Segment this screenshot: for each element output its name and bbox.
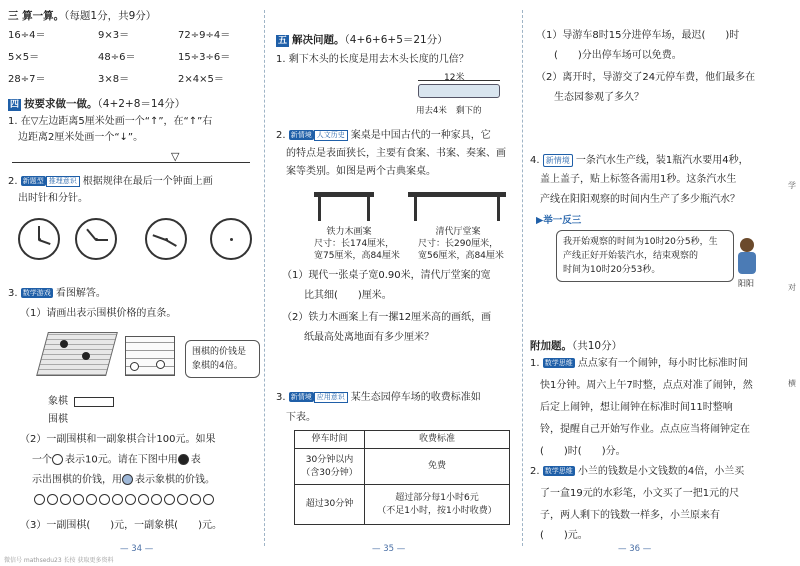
page-number: — 35 — (372, 544, 406, 554)
question-3-sub2: 示出围棋的价钱，用 表示象棋的价钱。 (32, 474, 215, 486)
bubble-text: 我开始观察的时间为10时20分5秒，生 (563, 237, 718, 247)
margin-mark: 学 (788, 181, 796, 190)
table-leg (414, 197, 417, 221)
question-3-sub1: （1）导游车8时15分进停车场，最迟( )时 (536, 30, 740, 41)
go-stone (60, 340, 68, 348)
problem: 5×5＝ (8, 52, 40, 63)
question-1-text: 1. 剩下木头的长度是用去木头长度的几倍？ (276, 54, 469, 65)
table-top-image (314, 192, 374, 197)
question-3-sub2: （2）离开时，导游交了24元停车费，他们最多在 (536, 72, 756, 83)
question-2-text: 2. 新题型 推理意识 根据规律在最后一个钟面上画 (8, 176, 213, 187)
section-3-title: 三 算一算。（每题1分，共9分） (8, 10, 157, 22)
bubble-text: 产线正好开始装汽水，结束观察的 (563, 251, 699, 261)
bonus-question-1: 铃，提醒自己开始写作业。点点应当将闹钟定在 (540, 424, 750, 435)
bonus-question-1: 后定上闹钟，想让闹钟在标准时间11时整响 (540, 402, 733, 413)
question-3-text: 3. 数学游戏 看图解答。 (8, 288, 106, 299)
bonus-question-1: 1. 数学思维 点点家有一个闹钟，每小时比标准时间 (530, 358, 748, 369)
question-2-sub1: （1）现代一张桌子宽0.90米，清代厅堂案的宽 (282, 270, 491, 281)
question-2-text: 出时针和分针。 (18, 193, 88, 204)
table-leg (497, 197, 500, 221)
page-number: — 36 — (618, 544, 652, 554)
question-2-text: 案等类别。如图是两个古典案桌。 (286, 166, 436, 177)
table-header: 收费标准 (365, 431, 510, 449)
go-stone (82, 352, 90, 360)
question-1-text: 1. 在▽左边距离5厘米处画一个“↑”，在“↑”右 (8, 116, 213, 127)
question-2-sub1: 比其细( )厘米。 (304, 290, 392, 301)
chess-piece (156, 360, 165, 369)
table-cell: 免费 (365, 449, 510, 485)
page-36 (526, 0, 800, 566)
table-2-caption: 清代厅堂案 尺寸：长290厘米， 宽56厘米，高84厘米 (418, 227, 504, 261)
extension-label: ▶举一反三 (536, 215, 582, 226)
section-5-title: 五 解决问题。（4+6+6+5＝21分） (278, 34, 448, 46)
answer-circles[interactable] (34, 494, 216, 506)
problem: 16÷4＝ (8, 30, 46, 41)
log-image (418, 84, 500, 98)
question-3-sub2: 生态园参观了多久？ (554, 92, 644, 103)
question-1-text: 边距离2厘米处画一个“↓”。 (18, 132, 144, 143)
problem: 28÷7＝ (8, 74, 46, 85)
question-3-text: 下表。 (286, 412, 316, 423)
bonus-question-2: 了一盒19元的水彩笔，小文买了一把1元的尺 (540, 488, 740, 499)
table-cell: 30分钟以内 （含30分钟） (295, 449, 365, 485)
margin-mark: 对 (788, 283, 796, 292)
bonus-question-1: 快1分钟。周六上午7时整，点点对准了闹钟，然 (540, 380, 753, 391)
question-2-text: 2. 新情境 人文历史 案桌是中国古代的一种家具，它 (276, 130, 491, 141)
table-1-caption: 铁力木画案 尺寸：长174厘米， 宽75厘米，高84厘米 (314, 227, 400, 261)
clock-face (75, 218, 117, 260)
person-name: 阳阳 (738, 279, 754, 288)
bubble-text: 象棋的4倍。 (192, 361, 243, 371)
total-length-label: 12米 (444, 73, 465, 83)
question-2-text: 的特点是表面狭长，主要有食案、书案、奏案、画 (286, 148, 506, 159)
weiqi-label: 围棋 (48, 414, 68, 425)
table-cell: 超过30分钟 (295, 485, 365, 525)
table-leg (367, 197, 370, 221)
table-header: 停车时间 (295, 431, 365, 449)
question-3-sub2: （2）一副围棋和一副象棋合计100元。如果 (20, 434, 216, 445)
remaining-length-label: 剩下的 (456, 106, 482, 116)
margin-mark: 横 (788, 379, 796, 388)
clock-face (145, 218, 187, 260)
bubble-text: 时间为10时20分53秒。 (563, 265, 661, 275)
question-3-sub2: 一个 表示10元。请在下图中用 表 (32, 454, 201, 466)
parking-fee-table (294, 430, 510, 525)
question-4-text: 盖上盖子，贴上标签各需用1秒。这条汽水生 (540, 174, 737, 185)
bubble-text: 围棋的价钱是 (192, 347, 247, 357)
problem: 72÷9÷4＝ (178, 30, 231, 41)
table-leg (318, 197, 321, 221)
clock-face (18, 218, 60, 260)
table-top-image (408, 192, 506, 197)
question-3-sub3: （3）一副围棋( )元，一副象棋( )元。 (20, 520, 222, 531)
question-4-text: 4. 新情境 一条汽水生产线，装1瓶汽水要用4秒， (530, 155, 749, 166)
used-length-label: 用去4米 (416, 106, 447, 116)
child-body-image (738, 252, 756, 274)
ruler-line (12, 162, 250, 163)
child-head-image (740, 238, 754, 252)
bonus-section-title: 附加题。（共10分） (530, 340, 623, 352)
page-divider (522, 10, 523, 546)
problem: 15÷3÷6＝ (178, 52, 231, 63)
speech-bubble (185, 340, 260, 378)
question-3-sub1: （1）请画出表示围棋价格的直条。 (20, 308, 177, 319)
speech-bubble (556, 230, 734, 282)
problem: 3×8＝ (98, 74, 130, 85)
question-2-sub2: （2）铁力木画案上有一摞12厘米高的画纸，画 (282, 312, 492, 323)
question-4-text: 产线在阳阳观察的时间内生产了多少瓶汽水？ (540, 194, 740, 205)
page-35 (268, 0, 522, 566)
bonus-question-2: 2. 数学思维 小兰的钱数是小文钱数的4倍，小兰买 (530, 466, 745, 477)
length-bracket (418, 80, 500, 81)
xiangqi-label: 象棋 (48, 396, 68, 407)
problem: 9×3＝ (98, 30, 130, 41)
go-board-image (36, 332, 118, 376)
problem: 48÷6＝ (98, 52, 136, 63)
bonus-question-2: 子，两人剩下的钱数一样多，小兰原来有 (540, 510, 720, 521)
problem: 2×4×5＝ (178, 74, 224, 85)
footer-watermark: 微信号 mathsedu23 长按 获取更多资料 (4, 557, 114, 564)
bonus-question-2: ( )元。 (540, 530, 588, 541)
clock-face-blank[interactable] (210, 218, 252, 260)
question-2-sub2: 纸最高处离地面有多少厘米？ (304, 332, 434, 343)
question-3-sub1: ( )分出停车场可以免费。 (554, 50, 682, 61)
table-cell: 超过部分每1小时6元 （不足1小时，按1小时收费） (365, 485, 510, 525)
section-4-title: 四 按要求做一做。（4+2+8＝14分） (10, 98, 186, 110)
page-divider (264, 10, 265, 546)
page-34 (0, 0, 264, 566)
triangle-marker: ▽ (171, 150, 180, 163)
chess-piece (130, 362, 139, 371)
xiangqi-bar (74, 397, 114, 407)
question-3-text: 3. 新情境 应用意识 某生态园停车场的收费标准如 (276, 392, 481, 403)
bonus-question-1: ( )时( )分。 (540, 446, 626, 457)
page-number: — 34 — (120, 544, 154, 554)
